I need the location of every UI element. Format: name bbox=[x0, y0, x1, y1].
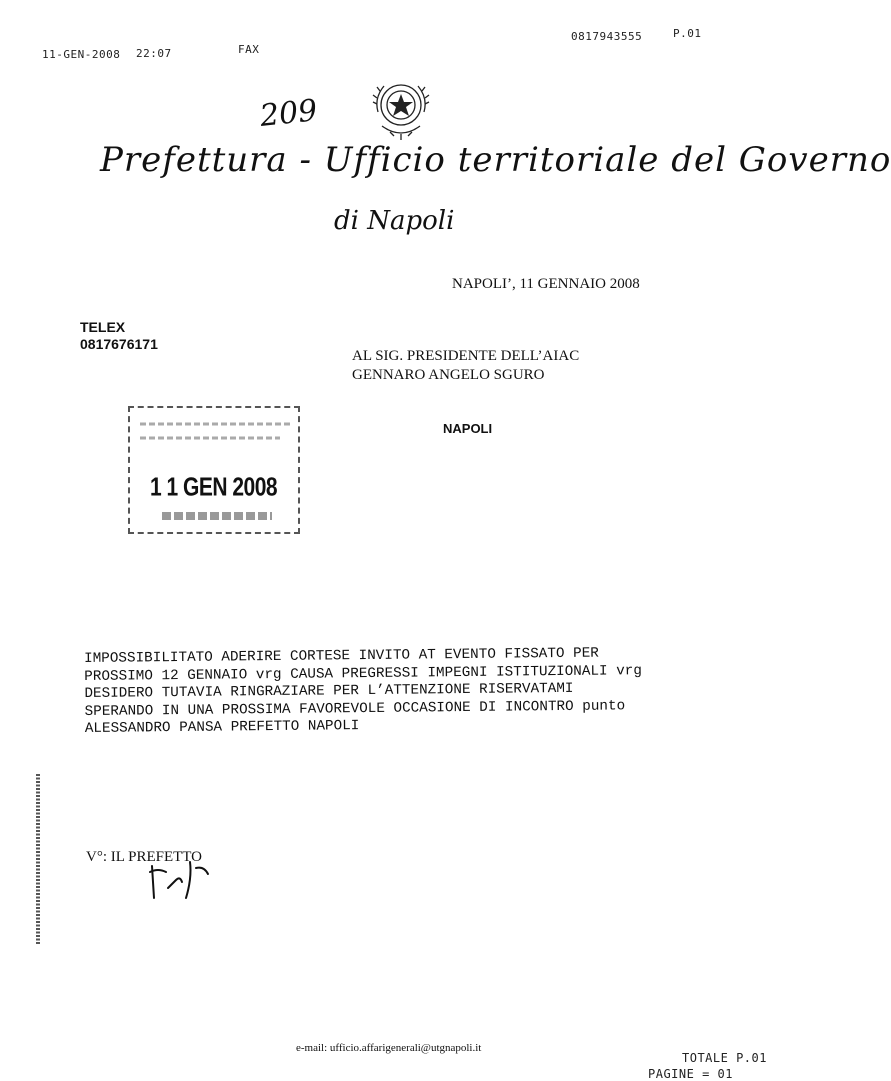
letterhead-subtitle: di Napoli bbox=[334, 206, 455, 236]
fax-phone: 0817943555 bbox=[571, 30, 643, 43]
fax-page: P.01 bbox=[673, 27, 702, 40]
recipient-block bbox=[352, 347, 579, 385]
body-line: ALESSANDRO PANSA PREFETTO NAPOLI bbox=[84, 718, 360, 737]
fax-label: FAX bbox=[238, 43, 260, 56]
body-line: SPERANDO IN UNA PROSSIMA FAVOREVOLE OCCASIONE DI INCONTRO punto bbox=[84, 697, 626, 720]
stamp-date: 1 1 GEN 2008 bbox=[150, 473, 278, 502]
telex-block bbox=[80, 319, 158, 353]
telex-number: 0817676171 bbox=[80, 336, 158, 352]
message-body bbox=[84, 645, 643, 738]
stamp-faded-text bbox=[140, 418, 290, 451]
body-line: IMPOSSIBILITATO ADERIRE CORTESE INVITO AT EVENTO FISSATO PER bbox=[84, 645, 599, 667]
recipient-city: NAPOLI bbox=[443, 421, 493, 436]
fax-time: 22:07 bbox=[136, 47, 172, 60]
document-date: NAPOLI’, 11 GENNAIO 2008 bbox=[452, 276, 640, 292]
footer-pages: PAGINE = 01 bbox=[648, 1067, 733, 1081]
side-printer-code bbox=[34, 774, 44, 944]
footer-email: e-mail: ufficio.affarigenerali@utgnapoli.it bbox=[296, 1042, 482, 1054]
letterhead-title: Prefettura - Ufficio territoriale del Governo bbox=[100, 140, 891, 180]
reception-stamp bbox=[128, 406, 300, 534]
italian-republic-emblem-icon bbox=[368, 74, 434, 149]
handwritten-number: 209 bbox=[258, 93, 319, 134]
signature-label: V°: IL PREFETTO bbox=[86, 849, 203, 865]
stamp-faded-label bbox=[162, 508, 272, 528]
telex-label: TELEX bbox=[80, 319, 126, 335]
body-line: PROSSIMO 12 GENNAIO vrg CAUSA PREGRESSI IMPEGNI ISTITUZIONALI vrg bbox=[84, 662, 642, 685]
recipient-line-2: GENNARO ANGELO SGURO bbox=[352, 367, 545, 383]
handwritten-signature bbox=[146, 858, 218, 909]
fax-date: 11-GEN-2008 bbox=[42, 48, 121, 61]
body-line: DESIDERO TUTAVIA RINGRAZIARE PER L’ATTENZIONE RISERVATAMI bbox=[84, 680, 574, 702]
footer-total: TOTALE P.01 bbox=[682, 1051, 767, 1065]
recipient-line-1: AL SIG. PRESIDENTE DELL’AIAC bbox=[352, 348, 580, 364]
